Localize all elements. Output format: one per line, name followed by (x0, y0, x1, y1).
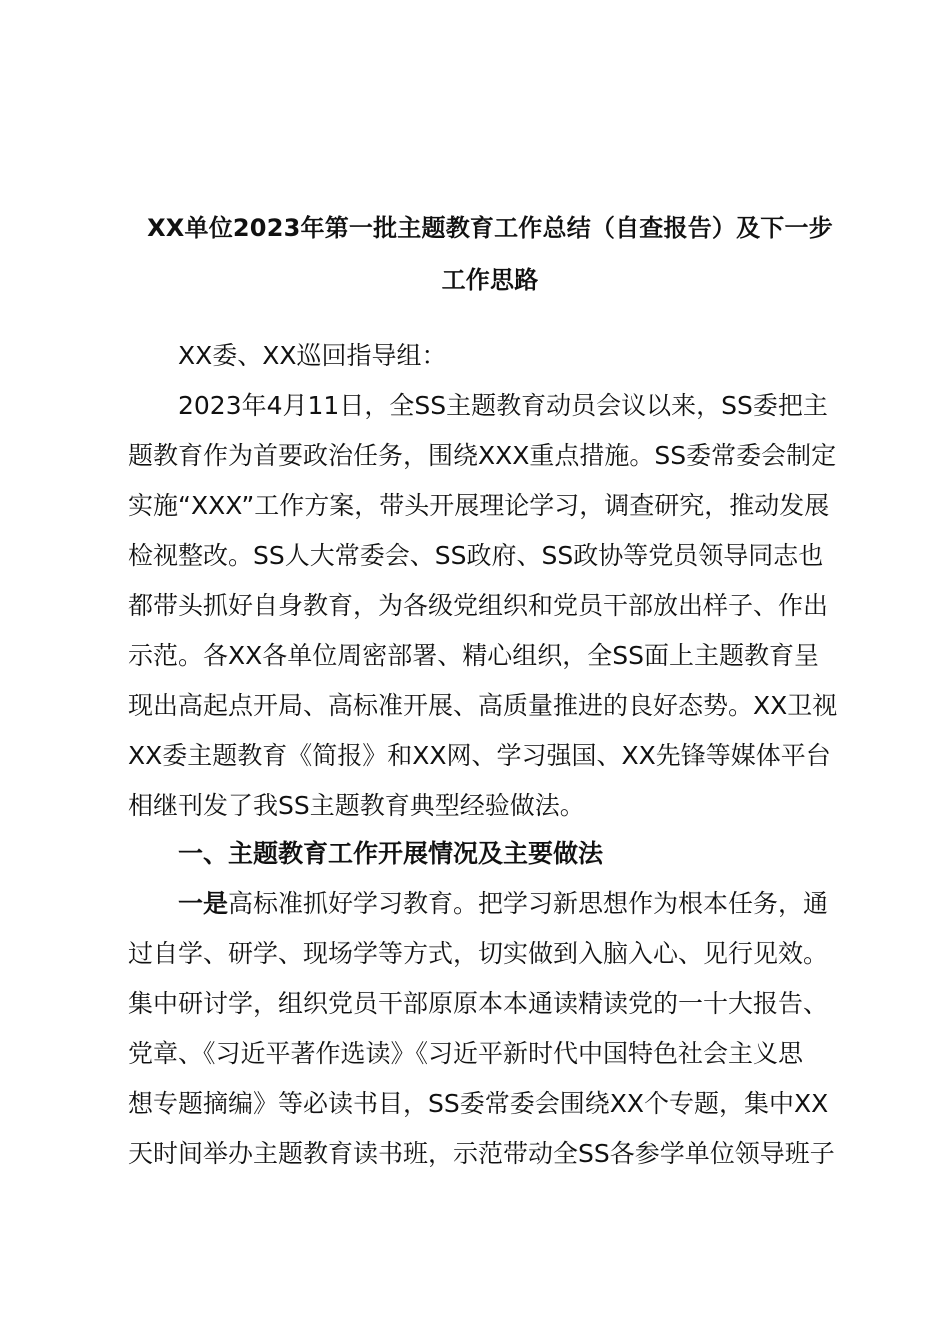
paragraph-1-line: 实施“XXX”工作方案，带头开展理论学习，调查研究，推动发展 (128, 491, 830, 520)
document-title-line-2: 工作思路 (441, 266, 539, 294)
document-title-line-1: XX单位2023年第一批主题教育工作总结（自查报告）及下一步 (147, 214, 833, 242)
paragraph-1-line: 检视整改。SS人大常委会、SS政府、SS政协等党员领导同志也 (128, 541, 824, 570)
paragraph-2-first-rest: 高标准抓好学习教育。把学习新思想作为根本任务，通 (228, 889, 829, 918)
paragraph-2-line: 党章、《习近平著作选读》《习近平新时代中国特色社会主义思 (128, 1039, 804, 1068)
paragraph-2-line: 集中研讨学，组织党员干部原原本本通读精读党的一十大报告、 (128, 989, 829, 1018)
paragraph-1-line: 示范。各XX各单位周密部署、精心组织，全SS面上主题教育呈 (128, 641, 819, 670)
paragraph-1-line: 2023年4月11日，全SS主题教育动员会议以来，SS委把主 (178, 391, 828, 420)
paragraph-2-line: 天时间举办主题教育读书班，示范带动全SS各参学单位领导班子 (128, 1139, 835, 1168)
paragraph-1-line: 都带头抓好自身教育，为各级党组织和党员干部放出样子、作出 (128, 591, 829, 620)
paragraph-1-line: 现出高起点开局、高标准开展、高质量推进的良好态势。XX卫视 (128, 691, 838, 720)
paragraph-2-line: 想专题摘编》等必读书目，SS委常委会围绕XX个专题，集中XX (128, 1089, 829, 1118)
section-1-heading: 一、主题教育工作开展情况及主要做法 (178, 839, 604, 868)
paragraph-2-lead: 一是 (178, 889, 229, 918)
paragraph-2-line: 过自学、研学、现场学等方式，切实做到入脑入心、见行见效。 (128, 939, 829, 968)
paragraph-2-first-line (178, 884, 918, 924)
paragraph-1-line: 相继刊发了我SS主题教育典型经验做法。 (128, 791, 585, 820)
salutation: XX委、XX巡回指导组： (178, 341, 447, 370)
paragraph-1-line: 题教育作为首要政治任务，围绕XXX重点措施。SS委常委会制定 (128, 441, 837, 470)
paragraph-1-line: XX委主题教育《简报》和XX网、学习强国、XX先锋等媒体平台 (128, 741, 831, 770)
